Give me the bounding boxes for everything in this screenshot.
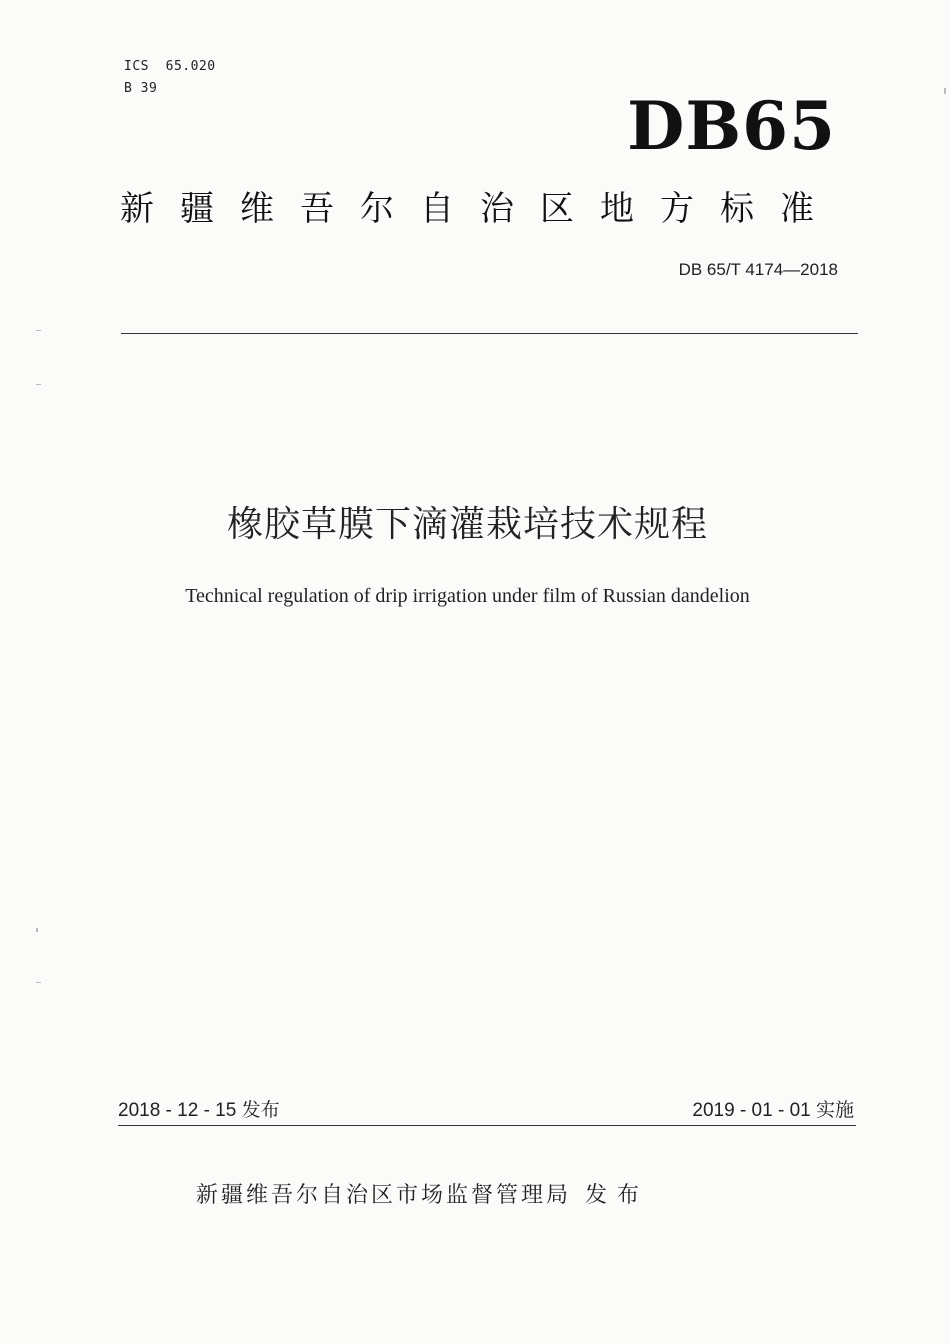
publisher-name: 新疆维吾尔自治区市场监督管理局	[196, 1183, 572, 1208]
bottom-divider	[118, 1125, 856, 1126]
classification-block	[124, 56, 216, 100]
ccs-code: B 39	[124, 81, 158, 96]
publisher-suffix: 发布	[585, 1183, 650, 1208]
standard-number: DB 65/T 4174—2018	[678, 260, 838, 279]
scan-mark	[36, 982, 41, 983]
publisher-line	[196, 1180, 649, 1212]
document-title-english: Technical regulation of drip irrigation under film of Russian dandelion	[185, 585, 750, 607]
scan-mark	[944, 88, 946, 94]
ics-code: ICS 65.020	[124, 59, 216, 74]
scan-mark	[36, 330, 41, 331]
standard-type-heading: 新疆维吾尔自治区地方标准	[120, 189, 840, 229]
top-divider	[121, 333, 858, 334]
scan-mark	[36, 928, 38, 932]
effective-date: 2019 - 01 - 01 实施	[692, 1100, 854, 1121]
standard-code-mark: DB65	[627, 87, 836, 165]
scan-mark	[36, 384, 41, 385]
document-title-chinese: 橡胶草膜下滴灌栽培技术规程	[226, 504, 708, 545]
issue-date: 2018 - 12 - 15 发布	[118, 1100, 280, 1121]
